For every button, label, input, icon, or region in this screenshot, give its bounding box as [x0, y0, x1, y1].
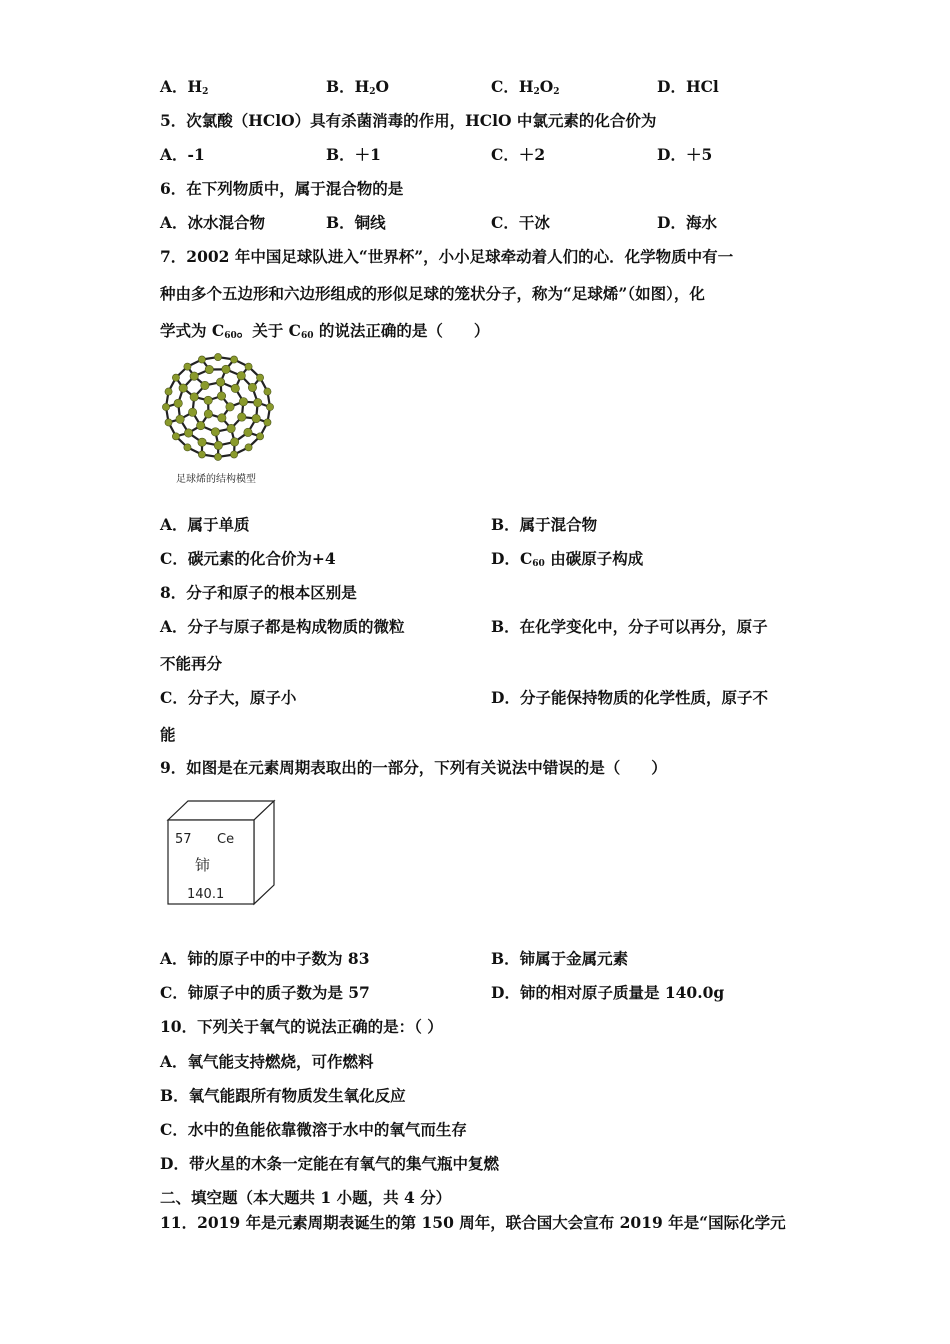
fullerene-atom: [201, 381, 209, 389]
q9-option-a[interactable]: A．铈的原子中的中子数为 83: [160, 949, 370, 968]
fullerene-atom: [216, 378, 224, 386]
q7-option-b[interactable]: B．属于混合物: [491, 515, 598, 534]
q4-option-c-mid: O: [539, 77, 554, 96]
q4-option-c[interactable]: [491, 77, 560, 102]
q11-stem-line1: 11．2019 年是元素周期表诞生的第 150 周年，联合国大会宣布 2019 年是“国际化学元: [160, 1213, 786, 1232]
q7-stem-line2: 种由多个五边形和六边形组成的形似足球的笼状分子，称为“足球烯”（如图），化: [160, 284, 705, 303]
q5-option-c[interactable]: C．＋2: [491, 145, 546, 164]
fullerene-atom: [252, 414, 260, 422]
q4-option-b-tail: O: [375, 77, 390, 96]
fullerene-caption: 足球烯的结构模型: [176, 474, 256, 485]
fullerene-atom: [264, 419, 271, 426]
q10-option-c[interactable]: C．水中的鱼能依靠微溶于水中的氧气而生存: [160, 1120, 467, 1139]
q4-option-d-text: D．HCl: [657, 77, 719, 96]
q7-option-c[interactable]: C．碳元素的化合价为+4: [160, 549, 336, 568]
cell-atomic-mass: 140.1: [187, 887, 225, 902]
fullerene-atom: [205, 365, 213, 373]
q7-option-d-part-a: D．C: [491, 549, 533, 568]
q7-option-d-sub: 60: [532, 559, 545, 569]
q8-option-a[interactable]: A．分子与原子都是构成物质的微粒: [160, 617, 405, 636]
q8-option-b-line2[interactable]: 不能再分: [160, 654, 223, 673]
fullerene-atom: [190, 372, 198, 380]
q7-line3-part-c: 的说法正确的是（ ）: [313, 321, 490, 340]
fullerene-atom: [184, 363, 191, 370]
fullerene-atom: [254, 398, 262, 406]
fullerene-atom: [218, 414, 226, 422]
fullerene-atom: [239, 397, 247, 405]
q7-option-d[interactable]: [491, 549, 643, 574]
fullerene-atom: [190, 393, 198, 401]
q10-option-d[interactable]: D．带火星的木条一定能在有氧气的集气瓶中复燃: [160, 1154, 499, 1173]
fullerene-atom: [248, 383, 256, 391]
q4-option-c-sub2: 2: [553, 87, 560, 97]
fullerene-atom: [211, 428, 219, 436]
fullerene-atom: [227, 424, 235, 432]
q9-option-d[interactable]: D．铈的相对原子质量是 140.0g: [491, 983, 725, 1002]
q8-option-d-line1[interactable]: D．分子能保持物质的化学性质，原子不: [491, 688, 768, 707]
fullerene-atom: [244, 428, 252, 436]
q7-stem-line3: [160, 321, 489, 346]
fullerene-atom: [188, 408, 196, 416]
fullerene-atom: [245, 363, 252, 370]
q7-option-d-part-b: 由碳原子构成: [544, 549, 644, 568]
section2-title: 二、填空题（本大题共 1 小题，共 4 分）: [160, 1188, 452, 1207]
q5-option-a[interactable]: A．-1: [160, 145, 205, 164]
q6-option-a[interactable]: A．冰水混合物: [160, 213, 266, 232]
fullerene-atom: [204, 396, 212, 404]
cell-atomic-number: 57: [175, 832, 192, 847]
fullerene-atom: [179, 384, 187, 392]
fullerene-atom: [264, 388, 271, 395]
q4-option-c-text: C．H: [491, 77, 534, 96]
fullerene-atom: [165, 388, 172, 395]
fullerene-atom: [237, 372, 245, 380]
q9-option-b[interactable]: B．铈属于金属元素: [491, 949, 629, 968]
fullerene-atom: [198, 451, 205, 458]
fullerene-atom: [196, 421, 204, 429]
q10-stem: 10．下列关于氧气的说法正确的是：（ ）: [160, 1017, 443, 1036]
periodic-cell-figure: [165, 798, 279, 908]
q6-stem: 6．在下列物质中，属于混合物的是: [160, 179, 404, 198]
q5-option-b[interactable]: B．＋1: [326, 145, 381, 164]
q4-option-b-sub: 2: [369, 87, 376, 97]
q7-line3-part-b: 。关于 C: [236, 321, 301, 340]
cell-symbol: Ce: [217, 832, 235, 847]
q7-line3-sub2: 60: [301, 331, 314, 341]
q9-stem: 9．如图是在元素周期表取出的一部分，下列有关说法中错误的是（ ）: [160, 758, 667, 777]
q10-option-a[interactable]: A．氧气能支持燃烧，可作燃料: [160, 1052, 374, 1071]
q7-line3-sub1: 60: [224, 331, 237, 341]
fullerene-atom: [214, 441, 222, 449]
fullerene-atom: [238, 413, 246, 421]
q8-option-b-line1[interactable]: B．在化学变化中，分子可以再分，原子: [491, 617, 768, 636]
q7-line3-part-a: 学式为 C: [160, 321, 225, 340]
fullerene-atom: [231, 384, 239, 392]
fullerene-atom: [198, 356, 205, 363]
q4-option-c-sub1: 2: [533, 87, 540, 97]
fullerene-atom: [172, 374, 179, 381]
fullerene-atom: [198, 438, 206, 446]
fullerene-figure: [157, 350, 279, 466]
fullerene-atom: [230, 438, 238, 446]
q4-option-d[interactable]: [657, 77, 719, 97]
q5-option-d[interactable]: D．＋5: [657, 145, 713, 164]
fullerene-atom: [230, 356, 237, 363]
q4-option-a-text: A．H: [160, 77, 203, 96]
q4-option-b[interactable]: [326, 77, 389, 102]
fullerene-atom: [222, 365, 230, 373]
q8-option-c[interactable]: C．分子大，原子小: [160, 688, 297, 707]
q4-option-a[interactable]: [160, 77, 208, 102]
q6-option-c[interactable]: C．干冰: [491, 213, 550, 232]
fullerene-atom: [184, 429, 192, 437]
fullerene-atom: [256, 433, 263, 440]
fullerene-atom: [176, 415, 184, 423]
q7-option-a[interactable]: A．属于单质: [160, 515, 250, 534]
fullerene-atom: [230, 451, 237, 458]
cell-side-face: [254, 801, 274, 904]
fullerene-atom: [165, 419, 172, 426]
fullerene-atom: [266, 403, 273, 410]
q9-option-c[interactable]: C．铈原子中的质子数为是 57: [160, 983, 370, 1002]
q4-option-b-text: B．H: [326, 77, 370, 96]
q6-option-b[interactable]: B．铜线: [326, 213, 386, 232]
cell-element-name: 铈: [195, 856, 211, 874]
fullerene-atom: [214, 453, 221, 460]
fullerene-atom: [245, 444, 252, 451]
fullerene-atom: [174, 399, 182, 407]
q8-option-d-line2[interactable]: 能: [160, 725, 176, 744]
q10-option-b[interactable]: B．氧气能跟所有物质发生氧化反应: [160, 1086, 406, 1105]
fullerene-atom: [184, 444, 191, 451]
fullerene-atom: [256, 374, 263, 381]
q4-option-a-sub: 2: [202, 87, 209, 97]
fullerene-atom: [204, 410, 212, 418]
fullerene-atom: [214, 353, 221, 360]
q7-stem-line1: 7．2002 年中国足球队进入“世界杯”，小小足球牵动着人们的心．化学物质中有一: [160, 247, 734, 266]
fullerene-atom: [162, 403, 169, 410]
fullerene-atom: [217, 392, 225, 400]
fullerene-atom: [226, 403, 234, 411]
q6-option-d[interactable]: D．海水: [657, 213, 717, 232]
fullerene-atom: [172, 433, 179, 440]
q8-stem: 8．分子和原子的根本区别是: [160, 583, 357, 602]
q5-stem: 5．次氯酸（HClO）具有杀菌消毒的作用，HClO 中氯元素的化合价为: [160, 111, 657, 130]
